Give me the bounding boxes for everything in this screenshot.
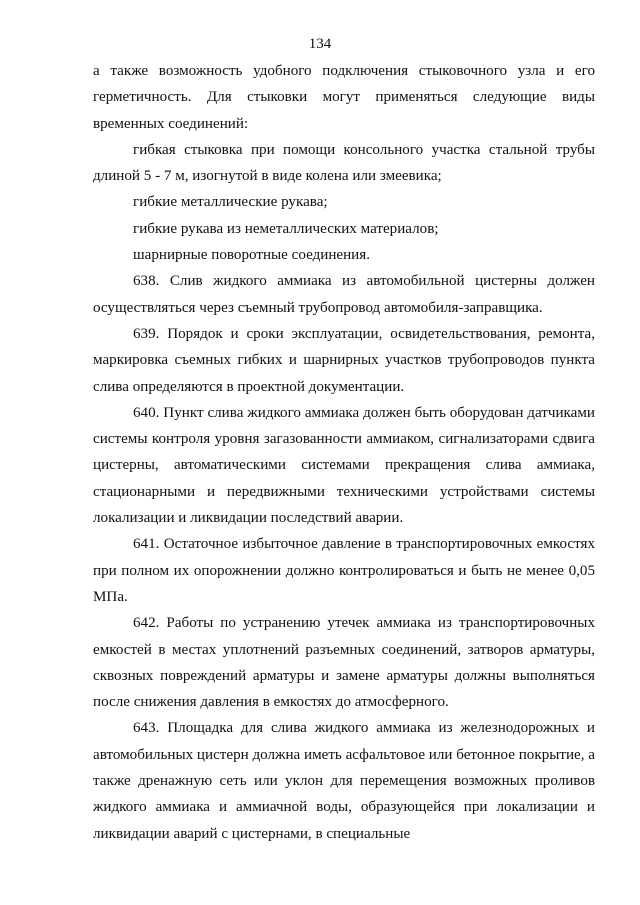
list-item-metal-hoses: гибкие металлические рукава;: [133, 194, 328, 211]
document-body: [93, 58, 595, 847]
paragraph-643: 643. Площадка для слива жидкого аммиака из железнодорожных и автомобильных цистерн должна иметь асфальтовое или бетонное покрытие, а также дренажную сеть или уклон для перемещения возможных проливов жидкого аммиака и аммиачной воды, образующейся при локализации и ликвидации аварий с цистернами, в специальные: [93, 720, 595, 842]
paragraph-639: 639. Порядок и сроки эксплуатации, освидетельствования, ремонта, маркировка съемных гибких и шарнирных участков трубопроводов пункта слива определяются в проектной документации.: [93, 325, 595, 395]
paragraph-642: 642. Работы по устранению утечек аммиака из транспортировочных емкостей в местах уплотнений разъемных соединений, затворов арматуры, сквозных повреждений арматуры и замене арматуры должны выполняться после снижения давления в емкостях до атмосферного.: [93, 615, 595, 711]
paragraph-641: 641. Остаточное избыточное давление в транспортировочных емкостях при полном их опорожнении должно контролироваться и быть не менее 0,05 МПа.: [93, 536, 595, 605]
list-item-flexible-docking: гибкая стыковка при помощи консольного участка стальной трубы длиной 5 - 7 м, изогнутой в виде колена или змеевика;: [93, 141, 595, 185]
list-item-swivel-joints: шарнирные поворотные соединения.: [133, 247, 370, 264]
page-number: 134: [308, 36, 332, 52]
paragraph-640: 640. Пункт слива жидкого аммиака должен быть оборудован датчиками системы контроля уровня загазованности аммиаком, сигнализаторами сдвига цистерны, автоматическими системами прекращения слива аммиака, стационарными и передвижными техническими устройствами системы локализации и ликвидации последствий аварии.: [93, 404, 595, 527]
paragraph-intro-continuation: а также возможность удобного подключения стыковочного узла и его герметичность. Для стыковки могут применяться следующие виды временных соединений:: [93, 63, 595, 132]
paragraph-638: 638. Слив жидкого аммиака из автомобильной цистерны должен осуществляться через съемный трубопровод автомобиля-заправщика.: [93, 273, 595, 316]
list-item-nonmetal-hoses: гибкие рукава из неметаллических материалов;: [133, 220, 439, 237]
